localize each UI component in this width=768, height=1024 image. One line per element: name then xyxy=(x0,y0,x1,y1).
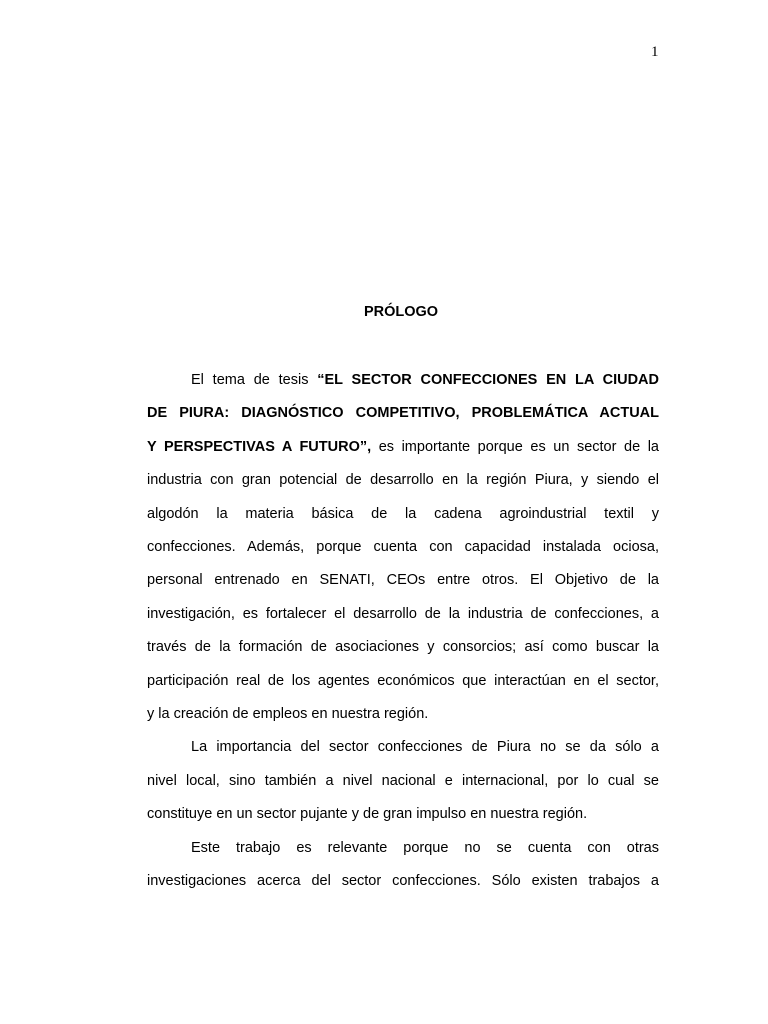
page-number: 1 xyxy=(651,44,659,60)
text-line xyxy=(147,832,659,865)
text-run: constituye en un sector pujante y de gran impulso en nuestra región. xyxy=(147,806,588,823)
text-run: investigaciones acerca del sector confecciones. Sólo existen trabajos a xyxy=(147,873,659,890)
text-run: participación real de los agentes económicos que interactúan en el sector, xyxy=(147,672,659,689)
text-line xyxy=(147,665,659,698)
text-run: y la creación de empleos en nuestra región. xyxy=(147,706,429,723)
body-text xyxy=(147,364,659,899)
text-run: La importancia del sector confecciones de Piura no se da sólo a xyxy=(191,739,659,756)
text-run: Este trabajo es relevante porque no se cuenta con otras xyxy=(191,839,659,856)
paragraph xyxy=(147,364,659,731)
text-run: personal entrenado en SENATI, CEOs entre otros. El Objetivo de la xyxy=(147,572,659,589)
paragraph xyxy=(147,731,659,831)
text-run: es importante porque es un sector de la xyxy=(371,438,659,455)
text-run: industria con gran potencial de desarrollo en la región Piura, y siendo el xyxy=(147,472,659,489)
text-line xyxy=(147,531,659,564)
text-run: El tema de tesis xyxy=(191,372,318,388)
text-line xyxy=(147,765,659,798)
bold-text-run: Y PERSPECTIVAS A FUTURO”, xyxy=(147,438,372,455)
paragraph xyxy=(147,832,659,899)
text-line xyxy=(147,364,659,397)
page-heading: PRÓLOGO xyxy=(363,304,439,320)
text-line xyxy=(147,865,659,898)
bold-text-run: DE PIURA: DIAGNÓSTICO COMPETITIVO, PROBLEMÁTICA ACTUAL xyxy=(147,405,659,422)
text-run: confecciones. Además, porque cuenta con capacidad instalada ociosa, xyxy=(147,539,659,556)
text-line xyxy=(147,431,659,464)
text-line xyxy=(147,564,659,597)
text-line xyxy=(147,397,659,430)
text-run: algodón la materia básica de la cadena agroindustrial textil y xyxy=(147,505,659,522)
text-line xyxy=(147,464,659,497)
text-line xyxy=(147,498,659,531)
text-line xyxy=(147,698,659,731)
text-line xyxy=(147,631,659,664)
text-line xyxy=(147,731,659,764)
text-line xyxy=(147,598,659,631)
bold-text-run: “EL SECTOR CONFECCIONES EN LA CIUDAD xyxy=(317,372,659,388)
text-run: través de la formación de asociaciones y consorcios; así como buscar la xyxy=(147,639,659,656)
text-run: investigación, es fortalecer el desarrollo de la industria de confecciones, a xyxy=(147,605,659,622)
text-run: nivel local, sino también a nivel nacional e internacional, por lo cual se xyxy=(147,772,659,789)
text-line xyxy=(147,798,659,831)
